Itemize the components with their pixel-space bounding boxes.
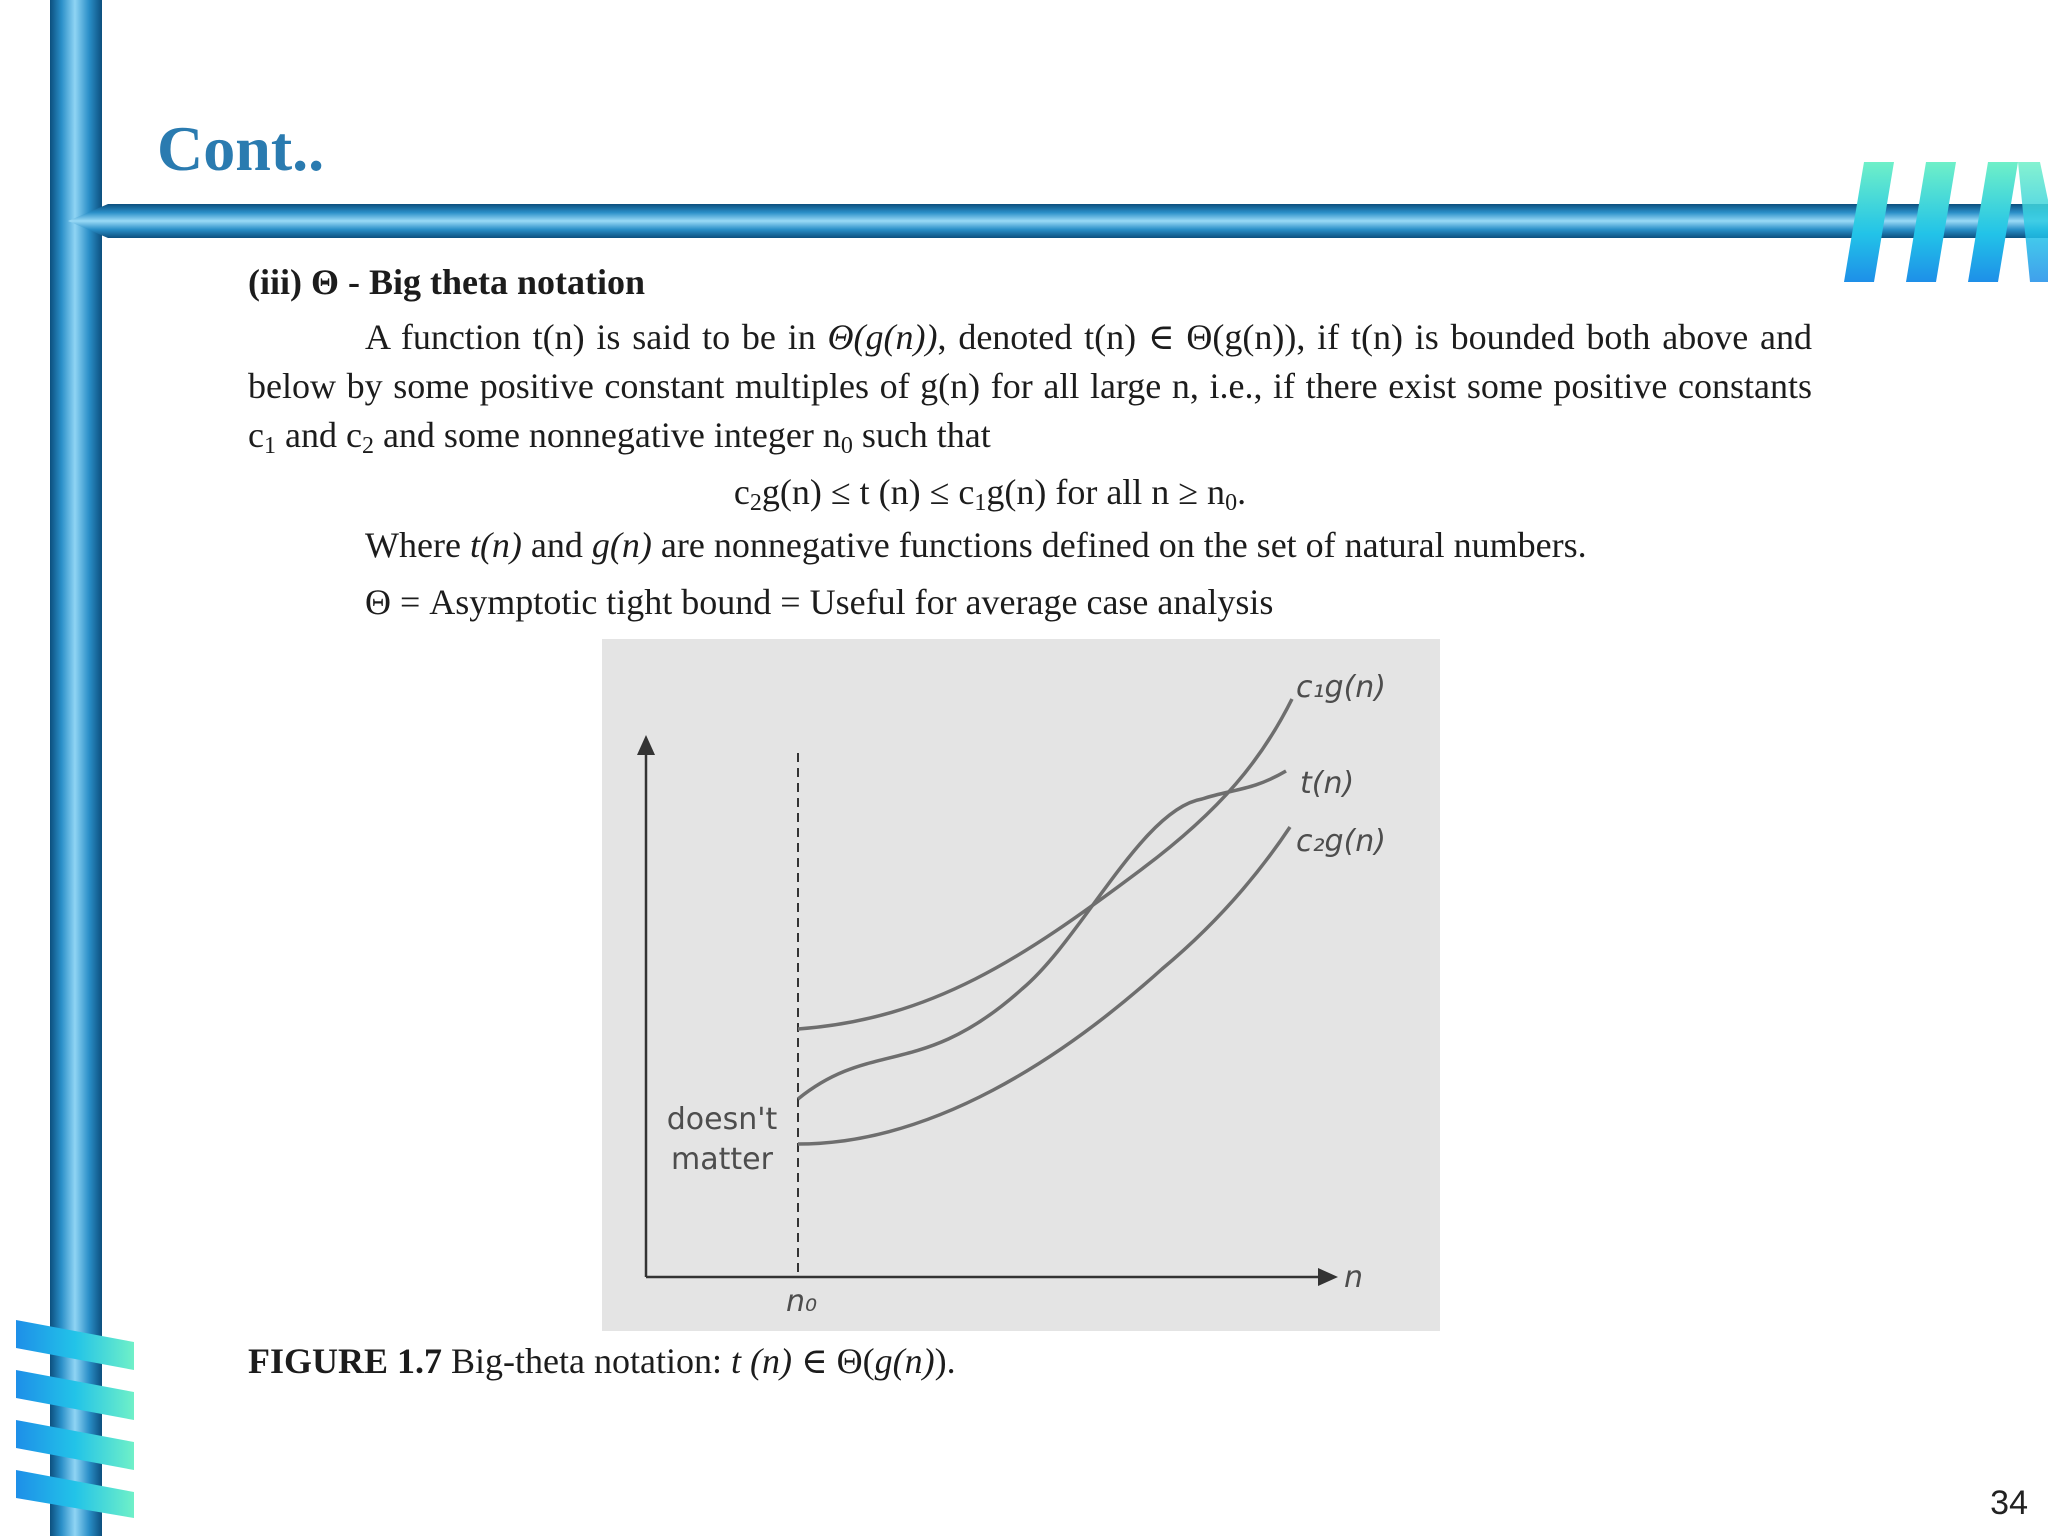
definition-text: A function t(n) is said to be in <box>365 317 828 357</box>
subscript: 0 <box>1225 490 1238 516</box>
inequality-part: g(n) for all n ≥ n <box>986 472 1226 512</box>
theta-summary-line: Θ = Asymptotic tight bound = Useful for average case analysis <box>365 582 1274 622</box>
where-text: are nonnegative functions defined on the set of natural numbers. <box>651 525 1587 565</box>
caption-text: ∈ Θ( <box>791 1341 875 1381</box>
n0-label: n₀ <box>786 1284 818 1319</box>
x-axis-label: n <box>1344 1260 1364 1295</box>
upper-bound-curve <box>798 699 1292 1029</box>
definition-theta: Θ(g(n)) <box>827 317 938 357</box>
inequality-part: . <box>1237 472 1247 512</box>
subscript: 2 <box>361 433 374 459</box>
inequality-part: c <box>733 472 750 512</box>
definition-text: and c <box>275 415 362 455</box>
definition-text: , denoted t(n) ∈ Θ(g(n)), if t(n) is bounded both above and below by some positive constant multiples of g(n) for all large n, i.e., if there exist some positive constants c <box>248 317 1812 455</box>
subscript: 1 <box>263 433 276 459</box>
slide-title: Cont.. <box>157 113 325 184</box>
where-text: Where <box>365 525 470 565</box>
doesnt-matter-label-line1: doesn't <box>666 1102 778 1137</box>
t-n-label: t(n) <box>1300 766 1355 801</box>
where-line <box>248 521 1812 570</box>
slide-content <box>248 258 1812 627</box>
lower-curve-label: c₂g(n) <box>1296 824 1386 859</box>
divider-notch <box>102 238 188 250</box>
top-right-stripes-decoration <box>1840 160 2048 288</box>
lower-bound-curve <box>798 827 1290 1144</box>
caption-label: FIGURE 1.7 <box>248 1341 443 1381</box>
big-theta-diagram <box>602 639 1440 1331</box>
page-number: 34 <box>1990 1484 2028 1522</box>
where-tn: t(n) <box>469 525 522 565</box>
caption-text: ). <box>934 1341 956 1381</box>
caption-text: Big-theta notation: <box>442 1341 731 1381</box>
section-heading: (iii) Θ - Big theta notation <box>248 262 645 302</box>
definition-paragraph <box>248 313 1812 460</box>
upper-curve-label: c₁g(n) <box>1296 670 1386 705</box>
subscript: 0 <box>840 433 853 459</box>
definition-text: such that <box>852 415 991 455</box>
title-divider-bar <box>68 204 2048 238</box>
big-theta-figure <box>602 639 1440 1331</box>
inequality-part: g(n) ≤ t (n) ≤ c <box>761 472 975 512</box>
definition-text: and some nonnegative integer n <box>373 415 841 455</box>
figure-caption <box>248 1340 956 1382</box>
subscript: 2 <box>749 490 762 516</box>
bottom-left-stripes-decoration <box>12 1318 142 1518</box>
where-text: and <box>521 525 592 565</box>
inequality <box>248 468 1812 517</box>
doesnt-matter-label-line2: matter <box>671 1142 773 1177</box>
caption-expr: g(n) <box>874 1341 935 1381</box>
where-gn: g(n) <box>591 525 652 565</box>
t-n-curve <box>798 771 1286 1099</box>
subscript: 1 <box>974 490 987 516</box>
y-axis-arrowhead <box>637 735 655 755</box>
caption-expr: t (n) <box>730 1341 792 1381</box>
x-axis-arrowhead <box>1318 1268 1338 1286</box>
